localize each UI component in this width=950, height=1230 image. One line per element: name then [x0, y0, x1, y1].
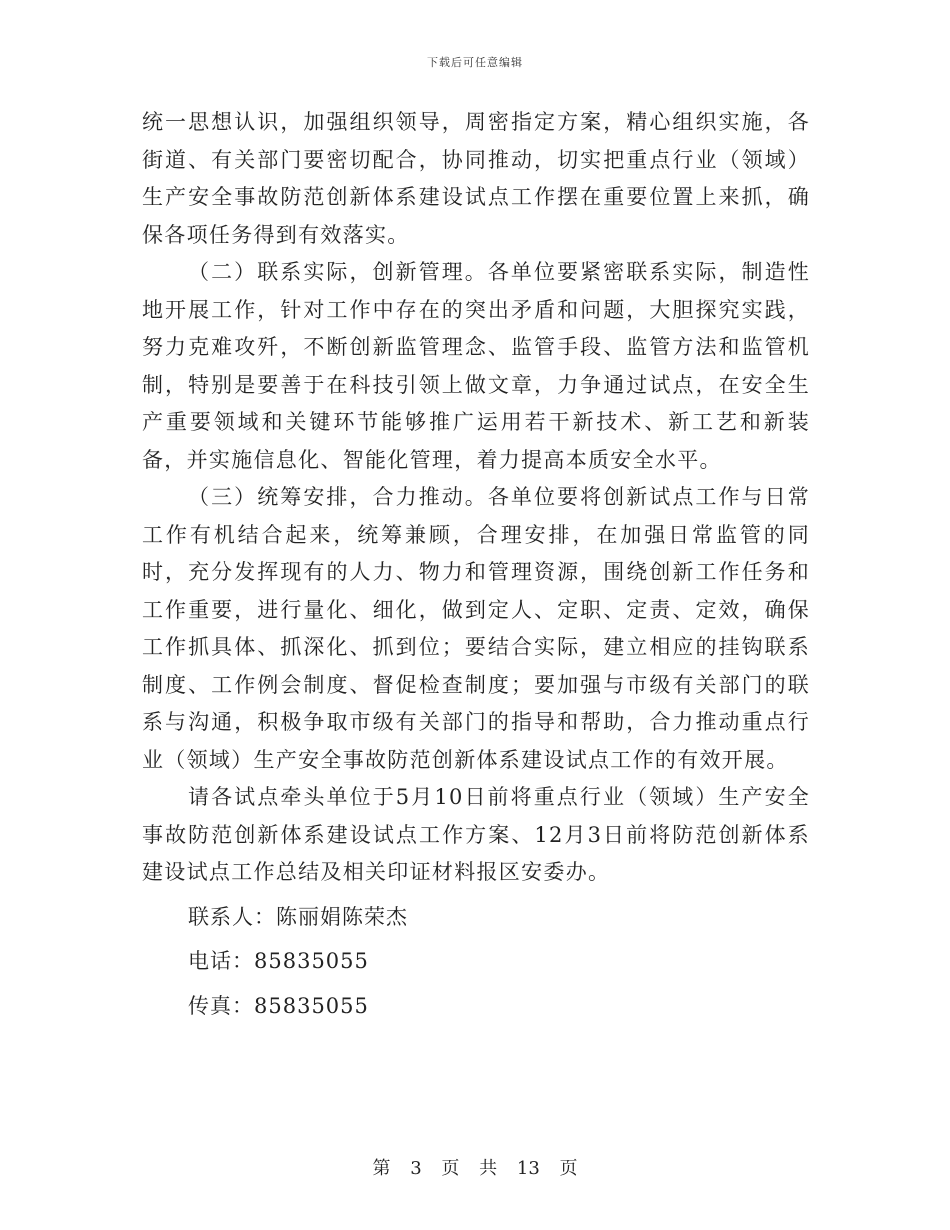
page-footer	[0, 1154, 950, 1180]
contact-person: 联系人：陈丽娟陈荣杰	[188, 904, 408, 929]
paragraph-continuation: 统一思想认识，加强组织领导，周密指定方案，精心组织实施，各街道、有关部门要密切配合，协同推动，切实把重点行业（领域）生产安全事故防范创新体系建设试点工作摆在重要位置上来抓，确保各项任务得到有效落实。	[142, 110, 810, 247]
footer-label-unit-2: 页	[559, 1158, 578, 1179]
contact-fax: 传真：85835055	[188, 993, 369, 1018]
page-header: 下载后可任意编辑	[427, 56, 523, 69]
footer-label-page: 第	[372, 1158, 391, 1179]
paragraph-section-two: （二）联系实际，创新管理。各单位要紧密联系实际，制造性地开展工作，针对工作中存在的突出矛盾和问题，大胆探究实践，努力克难攻歼，不断创新监管理念、监管手段、监管方法和监管机制，特别是要善于在科技引领上做文章，力争通过试点，在安全生产重要领域和关键环节能够推广运用若干新技术、新工艺和新装备，并实施信息化、智能化管理，着力提高本质安全水平。	[142, 260, 810, 472]
paragraph-submission-request: 请各试点牵头单位于5月10日前将重点行业（领域）生产安全事故防范创新体系建设试点工作方案、12月3日前将防范创新体系建设试点工作总结及相关印证材料报区安委办。	[142, 785, 810, 884]
footer-label-total: 共	[479, 1158, 498, 1179]
footer-label-unit: 页	[441, 1158, 460, 1179]
footer-current-page: 3	[410, 1158, 422, 1179]
footer-total-pages: 13	[516, 1158, 540, 1179]
contact-phone: 电话：85835055	[188, 949, 369, 973]
document-body	[142, 104, 810, 1025]
paragraph-section-three: （三）统筹安排，合力推动。各单位要将创新试点工作与日常工作有机结合起来，统筹兼顾，合理安排，在加强日常监管的同时，充分发挥现有的人力、物力和管理资源，围绕创新工作任务和工作重要，进行量化、细化，做到定人、定职、定责、定效，确保工作抓具体、抓深化、抓到位；要结合实际，建立相应的挂钩联系制度、工作例会制度、督促检查制度；要加强与市级有关部门的联系与沟通，积极争取市级有关部门的指导和帮助，合力推动重点行业（领域）生产安全事故防范创新体系建设试点工作的有效开展。	[142, 485, 810, 772]
